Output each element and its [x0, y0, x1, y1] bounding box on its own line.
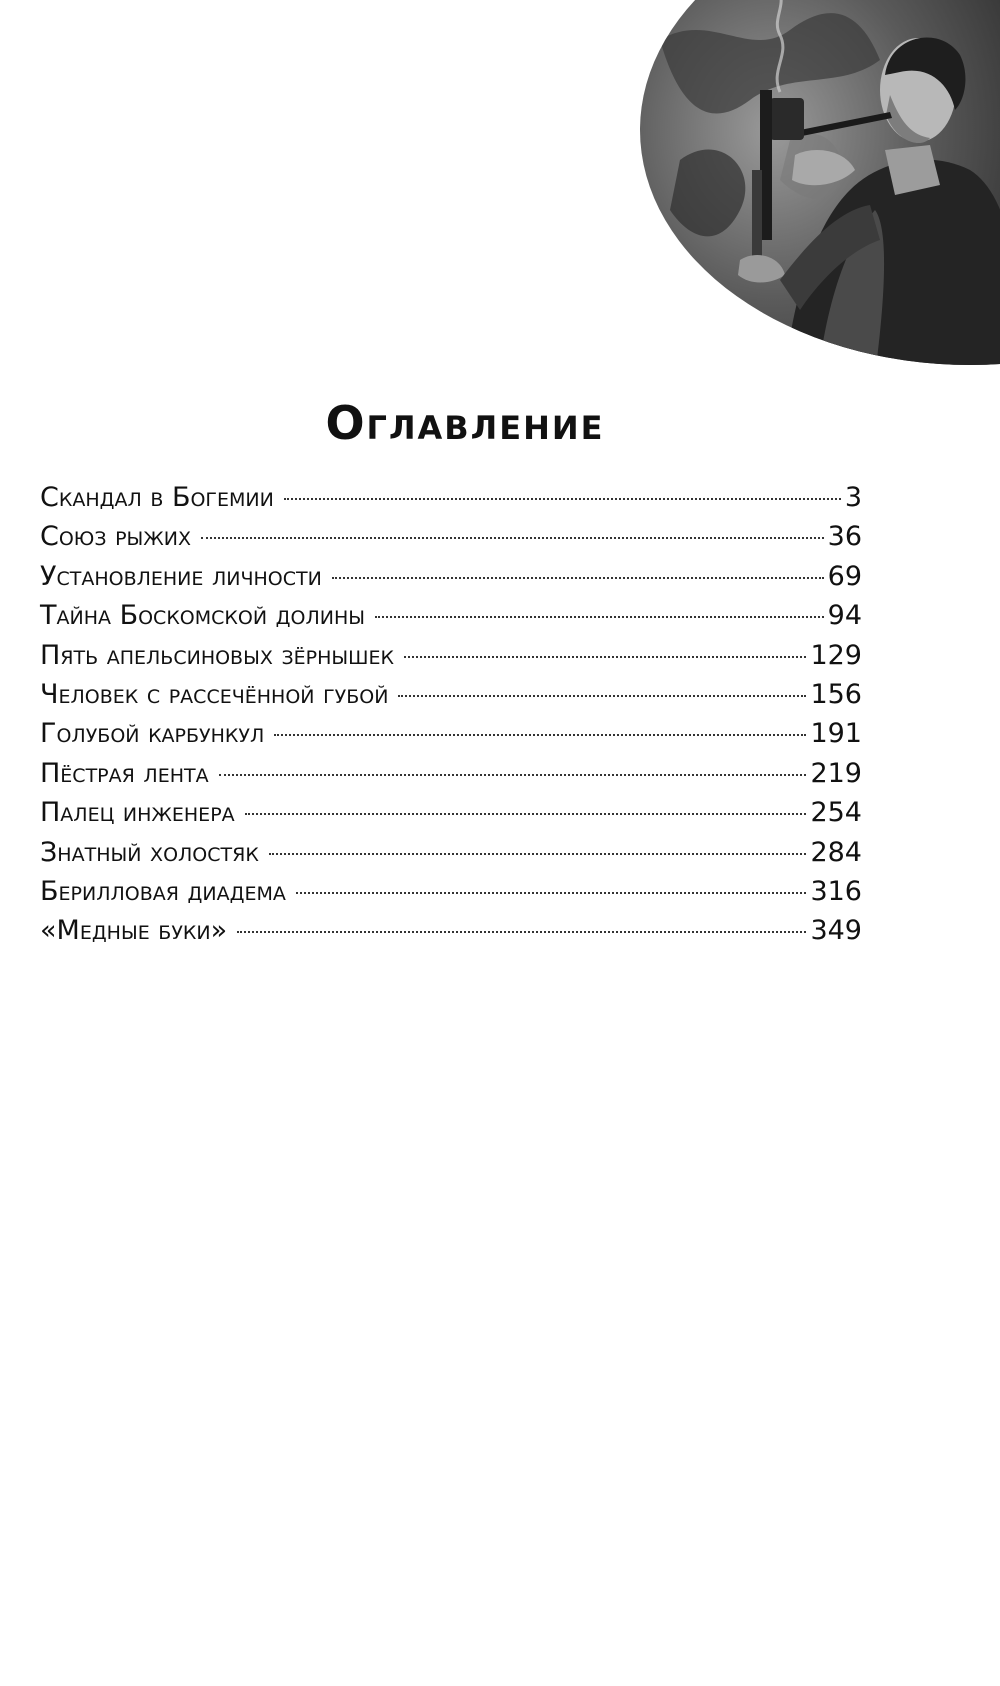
toc-entry-page: 69	[827, 560, 862, 592]
dot-leader	[296, 892, 807, 894]
dot-leader	[274, 734, 806, 736]
toc-entry-title: Человек с рассечённой губой	[40, 678, 389, 710]
toc-entry-page: 36	[827, 521, 862, 553]
toc-entry[interactable]	[40, 640, 862, 679]
toc-entry-title: Союз рыжих	[40, 521, 191, 553]
toc-entry[interactable]	[40, 679, 862, 718]
toc-entry-page: 349	[810, 915, 862, 947]
toc-entry-page: 156	[810, 678, 862, 710]
toc-entry-page: 254	[810, 797, 862, 829]
page-title: Оглавление	[325, 396, 605, 450]
toc-entry[interactable]	[40, 482, 862, 521]
toc-entry-title: Установление личности	[40, 560, 322, 592]
toc-entry[interactable]	[40, 837, 862, 876]
toc-entry[interactable]	[40, 561, 862, 600]
toc-entry-title: Палец инженера	[40, 797, 235, 829]
toc-entry[interactable]	[40, 521, 862, 560]
toc-entry-page: 316	[810, 875, 862, 907]
toc-entry-title: «Медные буки»	[40, 915, 228, 947]
toc-entry[interactable]	[40, 600, 862, 639]
dot-leader	[404, 656, 806, 658]
toc-entry-page: 94	[827, 600, 862, 632]
toc-entry[interactable]	[40, 758, 862, 797]
dot-leader	[332, 577, 824, 579]
toc-entry[interactable]	[40, 797, 862, 836]
dot-leader	[398, 695, 806, 697]
toc-entry-title: Пять апельсиновых зёрнышек	[40, 639, 394, 671]
dot-leader	[237, 931, 806, 933]
toc-entry-page: 284	[810, 836, 862, 868]
dot-leader	[284, 498, 841, 500]
man-with-pipe-illustration	[640, 0, 1000, 410]
table-of-contents	[40, 482, 862, 955]
toc-entry-title: Голубой карбункул	[40, 718, 265, 750]
dot-leader	[219, 774, 807, 776]
toc-entry-page: 219	[810, 757, 862, 789]
toc-entry-title: Знатный холостяк	[40, 836, 259, 868]
dot-leader	[375, 616, 824, 618]
toc-entry-page: 129	[810, 639, 862, 671]
toc-entry[interactable]	[40, 718, 862, 757]
toc-entry-title: Пёстрая лента	[40, 757, 209, 789]
toc-entry-title: Скандал в Богемии	[40, 482, 274, 513]
toc-entry-page: 3	[844, 482, 862, 513]
toc-entry-title: Тайна Боскомской долины	[40, 600, 366, 632]
dot-leader	[269, 853, 807, 855]
toc-entry[interactable]	[40, 876, 862, 915]
toc-entry[interactable]	[40, 915, 862, 954]
dot-leader	[201, 537, 824, 539]
toc-entry-title: Берилловая диадема	[40, 875, 286, 907]
dot-leader	[245, 813, 807, 815]
toc-entry-page: 191	[810, 718, 862, 750]
